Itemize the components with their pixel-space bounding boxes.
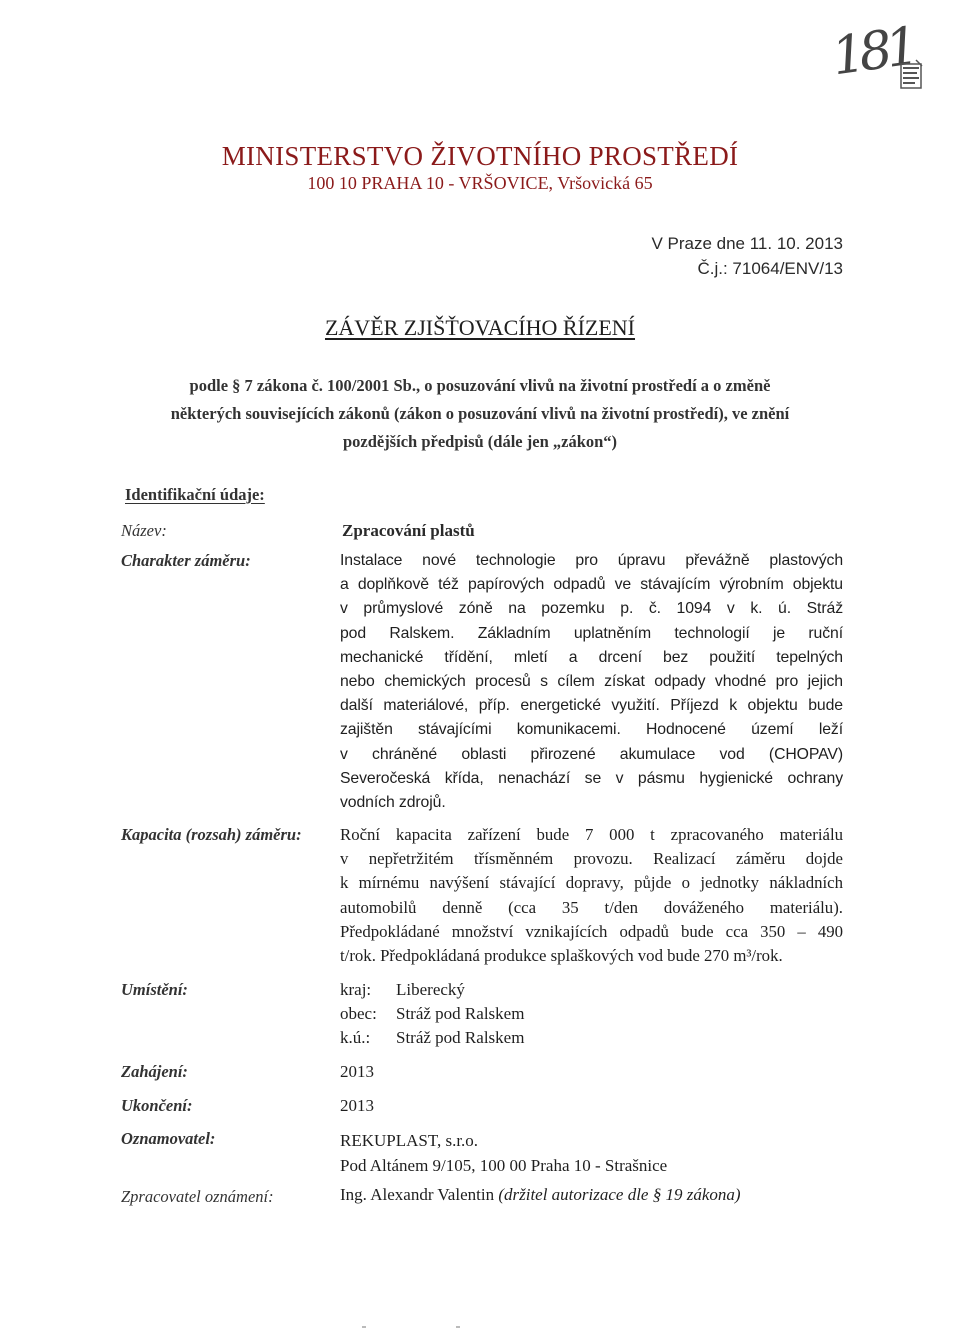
character-label: Charakter záměru: (121, 551, 251, 570)
start-value: 2013 (340, 1062, 374, 1081)
location-row-cadastral (340, 1026, 524, 1050)
region-key: kraj: (340, 980, 372, 999)
end-value: 2013 (340, 1096, 374, 1115)
reference-number: Č.j.: 71064/ENV/13 (697, 259, 843, 278)
character-line: a doplňkově též papírových odpadů ve stávajícím výrobním objektu (340, 576, 843, 594)
character-line: Instalace nové technologie pro úpravu převážně plastových (340, 552, 843, 569)
capacity-label: Kapacita (rozsah) záměru: (121, 825, 302, 844)
notifier-name: REKUPLAST, s.r.o. (340, 1131, 479, 1150)
document-title: ZÁVĚR ZJIŠŤOVACÍHO ŘÍZENÍ (324, 315, 636, 340)
capacity-line: t/rok. Předpokládaná produkce splaškových vod bude 270 m³/rok. (340, 945, 783, 965)
municipality-key: obec: (340, 1004, 377, 1023)
character-line: Severočeská křída, nenachází se v pásmu hygienické ochrany (340, 769, 843, 787)
character-line: nebo chemických procesů s cílem získat odpady vhodné pro jejich (340, 672, 843, 690)
location-row-municipality (340, 1002, 524, 1026)
character-line: v průmyslové zóně na pozemku p. č. 1094 v k. ú. Stráž (340, 600, 843, 618)
start-label: Zahájení: (121, 1062, 188, 1081)
legal-basis (120, 372, 840, 456)
cadastral-key: k.ú.: (340, 1028, 371, 1047)
name-label: Název: (121, 521, 167, 540)
region-value: Liberecký (396, 980, 465, 999)
stamp-icon (898, 58, 926, 92)
character-line: vodních zdrojů. (340, 793, 446, 811)
capacity-text (340, 823, 843, 968)
location-table (340, 978, 524, 1050)
ministry-address: 100 10 PRAHA 10 - VRŠOVICE, Vršovická 65 (307, 173, 653, 193)
character-line: zajištěn stávajícími komunikacemi. Hodnocené území leží (340, 721, 843, 739)
legal-basis-line: podle § 7 zákona č. 100/2001 Sb., o posuzování vlivů na životní prostředí a o změně (189, 376, 771, 395)
name-value: Zpracování plastů (342, 521, 475, 540)
identification-heading: Identifikační údaje: (125, 485, 265, 504)
processor (340, 1185, 741, 1205)
notifier-address: Pod Altánem 9/105, 100 00 Praha 10 - Strašnice (340, 1156, 668, 1175)
processor-note: (držitel autorizace dle § 19 zákona) (498, 1185, 741, 1204)
end-label: Ukončení: (121, 1096, 193, 1115)
processor-name: Ing. Alexandr Valentin (340, 1185, 499, 1204)
scan-speck (362, 1326, 366, 1328)
capacity-line: k mírnému navýšení stávající dopravy, půjde o jednotky nákladních (340, 873, 843, 893)
character-line: pod Ralskem. Základním uplatněním technologií je ruční (340, 624, 843, 642)
capacity-line: automobilů denně (cca 35 t/den dováženého materiálu). (340, 897, 843, 917)
handwritten-page-number: 181 (828, 16, 918, 88)
character-text (340, 549, 843, 815)
municipality-value: Stráž pod Ralskem (396, 1004, 525, 1023)
capacity-line: Roční kapacita zařízení bude 7 000 t zpracovaného materiálu (340, 825, 843, 844)
notifier-label: Oznamovatel: (121, 1129, 216, 1148)
processor-label: Zpracovatel oznámení: (121, 1187, 274, 1206)
character-line: v chráněné oblasti přirozené akumulace vod (CHOPAV) (340, 745, 843, 763)
scan-speck (456, 1326, 460, 1328)
capacity-line: v nepřetržitém třísměnném provozu. Realizací záměru dojde (340, 849, 843, 869)
capacity-line: Předpokládané množství vznikajících odpadů bude cca 350 – 490 (340, 921, 843, 941)
character-line: mechanické třídění, mletí a drcení bez použití tepelných (340, 648, 843, 666)
location-label: Umístění: (121, 980, 188, 999)
character-line: další materiálové, příp. energetické využití. Příjezd k objektu bude (340, 697, 843, 715)
ministry-name: MINISTERSTVO ŽIVOTNÍHO PROSTŘEDÍ (221, 141, 739, 171)
location-row-region (340, 978, 524, 1002)
legal-basis-line: některých souvisejících zákonů (zákon o posuzování vlivů na životní prostředí), ve znění (170, 404, 790, 423)
issue-date: V Praze dne 11. 10. 2013 (651, 234, 843, 253)
legal-basis-line: pozdějších předpisů (dále jen „zákon“) (342, 432, 618, 451)
cadastral-value: Stráž pod Ralskem (396, 1028, 525, 1047)
dateline (651, 231, 843, 281)
notifier (340, 1128, 667, 1178)
